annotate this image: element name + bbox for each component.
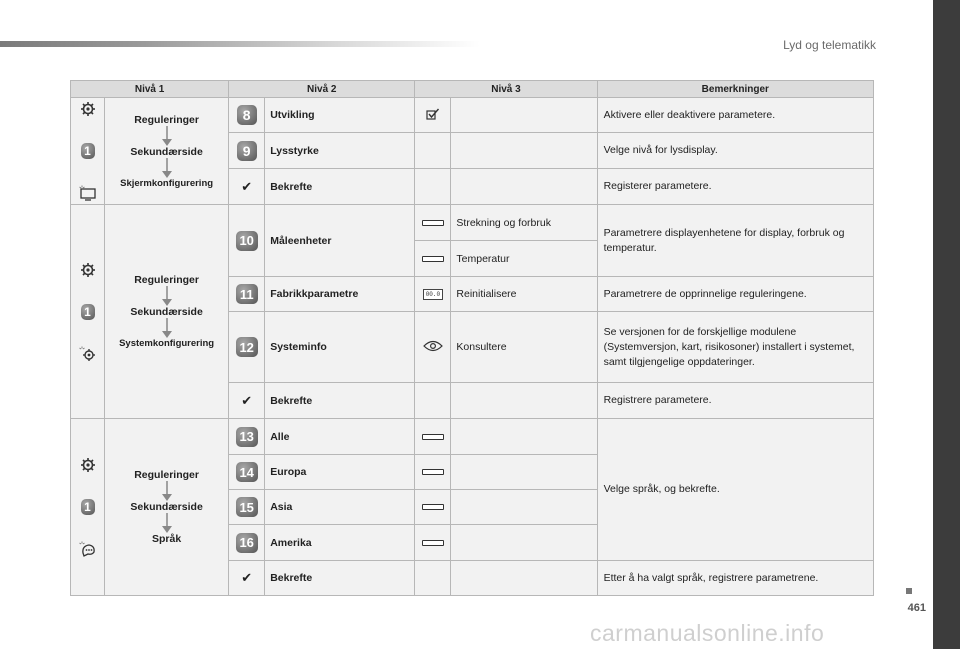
empty-icon-cell <box>415 561 451 596</box>
checkmark-icon: ✔ <box>241 178 253 194</box>
remark-text: Parametrere displayenhetene for display, forbruk og temperatur. <box>597 205 873 277</box>
step-badge: 1 <box>81 143 95 159</box>
level1-path <box>105 205 229 419</box>
side-strip <box>933 0 960 649</box>
step-badge: 12 <box>236 337 258 357</box>
remark-text: Velge nivå for lysdisplay. <box>597 133 873 169</box>
level3-label <box>451 490 597 525</box>
header-remarks: Bemerkninger <box>597 81 873 98</box>
path-step: Skjermkonfigurering <box>120 177 214 189</box>
path-step: Språk <box>152 533 182 545</box>
eye-icon <box>415 312 451 383</box>
level2-label: Lysstyrke <box>265 133 415 169</box>
level2-label: Alle <box>265 419 415 455</box>
level3-label <box>451 383 597 419</box>
empty-icon-cell <box>415 383 451 419</box>
dash-icon <box>422 504 444 510</box>
checkmark-icon: ✔ <box>241 570 253 585</box>
dash-icon <box>422 540 444 546</box>
arrow-down-icon <box>161 481 173 501</box>
level2-label: Bekrefte <box>265 561 415 596</box>
level3-label <box>451 169 597 205</box>
settings-table <box>70 80 874 596</box>
screen-config-icon <box>71 182 104 204</box>
level3-label <box>451 133 597 169</box>
step-badge: 1 <box>81 499 95 515</box>
level2-label: Bekrefte <box>265 383 415 419</box>
system-config-icon <box>71 343 104 365</box>
step-badge: 15 <box>236 497 258 517</box>
language-icon <box>71 538 104 560</box>
empty-icon-cell <box>415 169 451 205</box>
checkbox-icon <box>415 98 451 133</box>
arrow-down-icon <box>161 286 173 306</box>
level3-label <box>451 98 597 133</box>
level3-label: Temperatur <box>451 241 597 277</box>
page-marker <box>906 588 912 594</box>
arrow-down-icon <box>161 158 173 178</box>
step-badge: 16 <box>236 533 258 553</box>
level2-label: Fabrikkparametre <box>265 277 415 312</box>
table-row <box>71 419 874 455</box>
page-number: 461 <box>907 602 926 614</box>
path-step: Reguleringer <box>134 113 199 126</box>
arrow-down-icon <box>161 126 173 146</box>
level3-label: Strekning og forbruk <box>451 205 597 241</box>
level2-label: Amerika <box>265 525 415 561</box>
step-badge: 9 <box>237 141 257 161</box>
remark-text: Etter å ha valgt språk, registrere parametrene. <box>597 561 873 596</box>
path-step: Sekundærside <box>130 145 203 158</box>
header-level2: Nivå 2 <box>229 81 415 98</box>
dash-icon <box>422 469 444 475</box>
remark-text: Parametrere de opprinnelige reguleringene. <box>597 277 873 312</box>
step-badge: 13 <box>236 427 258 447</box>
remark-text: Aktivere eller deaktivere parametere. <box>597 98 873 133</box>
checkmark-icon: ✔ <box>241 392 253 408</box>
header-level3: Nivå 3 <box>415 81 597 98</box>
level1-path <box>105 98 229 205</box>
step-badge: 10 <box>236 231 258 251</box>
dash-icon <box>422 220 444 226</box>
level3-label: Konsultere <box>451 312 597 383</box>
level2-label: Bekrefte <box>265 169 415 205</box>
settings-gear-icon <box>71 454 104 476</box>
level3-label <box>451 419 597 455</box>
path-step: Sekundærside <box>130 306 203 318</box>
remark-text: Registrere parametere. <box>597 383 873 419</box>
path-step: Sekundærside <box>130 501 203 513</box>
level3-label <box>451 561 597 596</box>
level2-label: Europa <box>265 455 415 490</box>
level2-label: Utvikling <box>265 98 415 133</box>
step-badge: 14 <box>236 462 258 482</box>
path-step: Reguleringer <box>134 274 199 286</box>
path-step: Reguleringer <box>134 469 199 481</box>
header-level1: Nivå 1 <box>71 81 229 98</box>
level3-label <box>451 455 597 490</box>
level1-cell <box>71 98 105 205</box>
level2-label: Systeminfo <box>265 312 415 383</box>
arrow-down-icon <box>161 513 173 533</box>
settings-gear-icon <box>71 98 104 120</box>
remark-text: Se versjonen for de forskjellige modulene (Systemversjon, kart, risikosoner) installert i systemet, samt tilgjengelige oppdateringer. <box>597 312 873 383</box>
reset-icon: 00.0 <box>423 289 443 300</box>
header-rule <box>0 41 480 47</box>
level2-label: Måleenheter <box>265 205 415 277</box>
arrow-down-icon <box>161 318 173 338</box>
section-title: Lyd og telematikk <box>783 38 876 52</box>
level2-label: Asia <box>265 490 415 525</box>
watermark: carmanualsonline.info <box>590 620 825 646</box>
dash-icon <box>422 256 444 262</box>
step-badge: 8 <box>237 105 257 125</box>
empty-icon-cell <box>415 133 451 169</box>
level1-cell <box>71 205 105 419</box>
table-row <box>71 98 874 133</box>
dash-icon <box>422 434 444 440</box>
level3-label: Reinitialisere <box>451 277 597 312</box>
remark-text: Registerer parametere. <box>597 169 873 205</box>
table-header-row <box>71 81 874 98</box>
level1-cell <box>71 419 105 596</box>
level3-label <box>451 525 597 561</box>
step-badge: 11 <box>236 284 258 304</box>
table-row <box>71 205 874 241</box>
remark-text: Velge språk, og bekrefte. <box>597 419 873 561</box>
settings-gear-icon <box>71 259 104 281</box>
step-badge: 1 <box>81 304 95 320</box>
path-step: Systemkonfigurering <box>119 338 215 349</box>
level1-path <box>105 419 229 596</box>
